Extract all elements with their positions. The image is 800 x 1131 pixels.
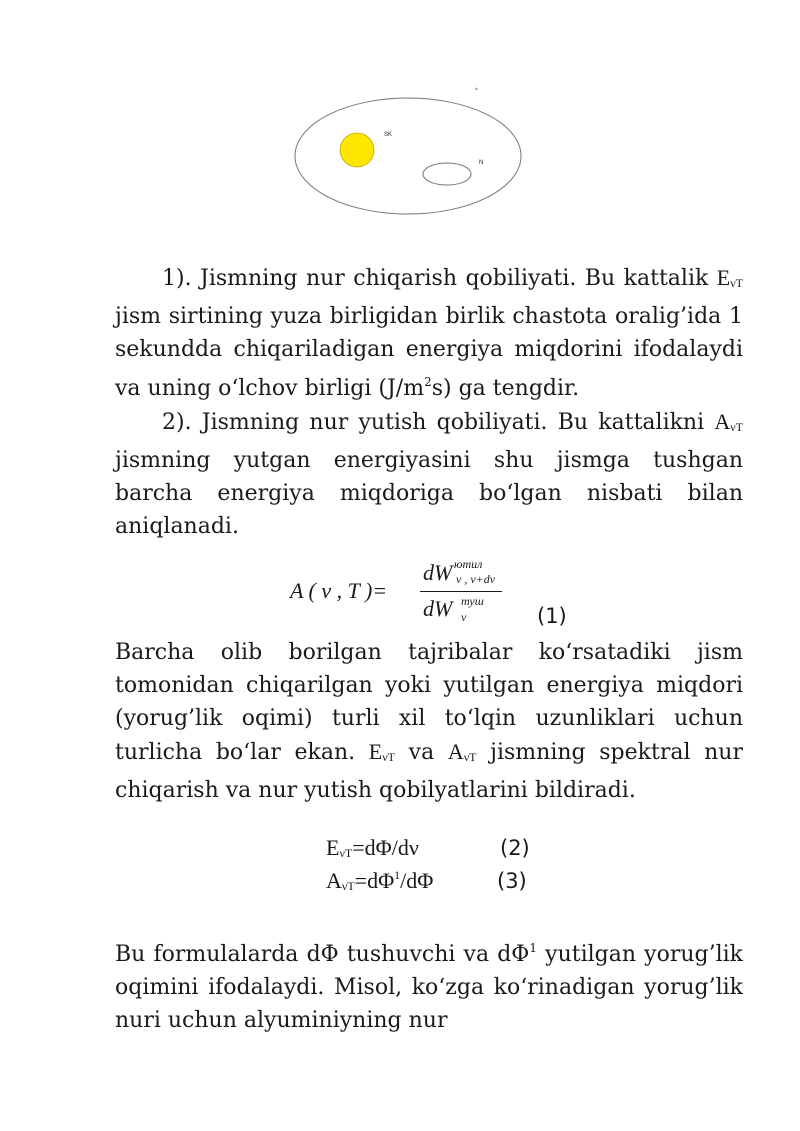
fraction-bar <box>420 591 502 592</box>
outer-orbit <box>295 98 521 214</box>
paragraph-1: 1). Jismning nur chiqarish qobiliyati. Bu kattalik EνT jism sirtining yuza birligidan birlik chastota oralig’ida 1 sekundda chiqariladigan energiya miqdorini ifodalaydi va uning o‘lchov birligi $(J/m^2s)$ ga tengdir. <box>115 265 743 401</box>
formula-2: EνT=dΦ/dν <box>326 835 419 860</box>
equation-number-3: (3) <box>497 869 527 893</box>
formula-1-den-sub: ν <box>461 610 467 624</box>
orbit-diagram <box>280 78 540 228</box>
paragraph-2: 2). Jismning nur yutish qobiliyati. Bu kattalikni AνT jismning yutgan energiyasini shu jismga tushgan barcha energiya miqdoriga bo‘lgan nisbati bilan aniqlanadi. <box>115 409 743 539</box>
equation-number-1: (1) <box>537 604 567 628</box>
formula-1-num-sub: ν , ν+dν <box>456 572 496 586</box>
small-body-ellipse <box>423 163 471 185</box>
text-block-top <box>115 261 743 543</box>
text-block-middle <box>115 636 743 807</box>
formula-1-denominator: dW <box>423 596 453 621</box>
formula-1-numerator: dW <box>423 560 453 585</box>
sun-circle <box>340 133 374 167</box>
body-label: N <box>479 160 484 166</box>
sun-label: SK <box>384 132 393 138</box>
paragraph-4: Bu formulalarda dΦ tushuvchi va $d\Phi^1$ yutilgan yorug’lik oqimini ifodalaydi. Misol, ko‘zga ko‘rinadigan yorug’lik nuri uchun alyuminiyning nur <box>115 941 743 1033</box>
equation-number-2: (2) <box>500 836 530 860</box>
formula-1-den-sup: туш <box>461 594 484 608</box>
top-mark: ^ <box>475 88 478 94</box>
text-block-bottom <box>115 932 743 1037</box>
formula-1-lhs: A ( ν , T )= <box>290 578 388 603</box>
formula-1-num-sup: ютил <box>454 557 483 571</box>
formula-3: $A\nu T=d\Phi^1/d\Phi$ <box>326 868 434 893</box>
paragraph-3: Barcha olib borilgan tajribalar ko‘rsatadiki jism tomonidan chiqarilgan yoki yutilgan energiya miqdori (yorug’lik oqimi) turli xil to‘lqin uzunliklari uchun turlicha bo‘lar ekan. EνT va AνT jismning spektral nur chiqarish va nur yutish qobilyatlarini bildiradi. <box>115 640 743 803</box>
